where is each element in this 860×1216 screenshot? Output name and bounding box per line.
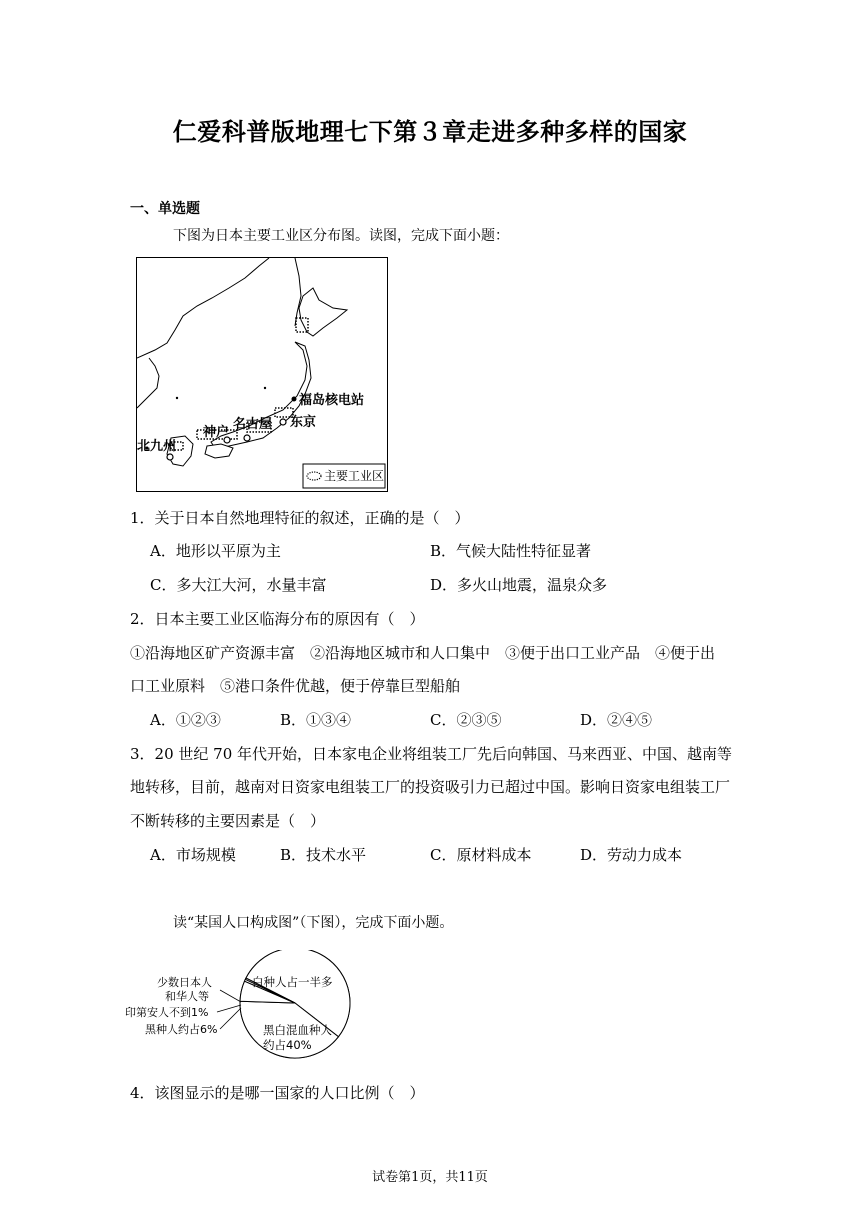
label-black: 黑种人约占6% (145, 1023, 218, 1036)
leader-line (220, 990, 241, 1002)
q1-option-c[interactable]: C．多大江大河，水量丰富 (150, 576, 327, 594)
population-pie-chart (125, 950, 370, 1065)
label-asian-1: 少数日本人 (157, 976, 212, 989)
island (176, 397, 178, 399)
q1-option-d[interactable]: D．多火山地震，温泉众多 (430, 576, 608, 594)
page-footer: 试卷第1页，共11页 (372, 1170, 488, 1185)
kobe-label: 神户 (203, 425, 230, 440)
q2-option-b[interactable]: B．①③④ (280, 711, 352, 729)
legend-label: 主要工业区 (324, 469, 385, 483)
fukushima-marker (292, 397, 297, 402)
nagoya-label: 名古屋 (233, 417, 273, 432)
q2-option-d[interactable]: D．②④⑤ (580, 711, 653, 729)
label-mixed-2: 约占40% (263, 1038, 312, 1052)
q2-stem: 2．日本主要工业区临海分布的原因有（ ） (130, 610, 425, 628)
korea-peninsula (137, 358, 159, 408)
island (264, 387, 266, 389)
intro-text-1: 下图为日本主要工业区分布图。读图，完成下面小题： (173, 228, 509, 244)
kitakyushu-marker (167, 454, 173, 460)
label-asian-2: 和华人等 (165, 990, 209, 1003)
q3-option-b[interactable]: B．技术水平 (280, 846, 367, 864)
japan-map-svg (137, 258, 387, 491)
q3-option-d[interactable]: D．劳动力成本 (580, 846, 683, 864)
fukushima-label: 福岛核电站 (299, 393, 365, 408)
q3-option-c[interactable]: C．原材料成本 (430, 846, 532, 864)
section-heading: 一、单选题 (130, 201, 200, 217)
leader-line (217, 1005, 241, 1012)
nagoya-marker (244, 435, 250, 441)
label-white: 白种人占一半多 (252, 975, 333, 989)
shikoku (205, 444, 233, 458)
q1-stem: 1．关于日本自然地理特征的叙述，正确的是（ ） (130, 509, 470, 527)
intro-text-2: 读“某国人口构成图”（下图），完成下面小题。 (173, 915, 454, 931)
q2-line-2: 口工业原料 ⑤港口条件优越，便于停靠巨型船舶 (130, 677, 461, 695)
tokyo-label: 东京 (290, 415, 317, 430)
label-mixed-1: 黑白混血种人 (263, 1023, 332, 1037)
tokyo-marker (280, 419, 286, 425)
q1-option-b[interactable]: B．气候大陆性特征显著 (430, 542, 592, 560)
korea-coastline (137, 258, 269, 358)
q4-stem: 4．该图显示的是哪一国家的人口比例（ ） (130, 1084, 425, 1102)
q3-line-2: 地转移，目前，越南对日资家电组装工厂的投资吸引力已超过中国。影响日资家电组装工厂 (130, 778, 731, 796)
page-title: 仁爱科普版地理七下第３章走进多种多样的国家 (172, 117, 688, 146)
leader-line (220, 1008, 241, 1029)
kitakyushu-label: 北九州 (137, 439, 177, 454)
hokkaido (299, 288, 347, 336)
q3-line-1: 3．20 世纪 70 年代开始，日本家电企业将组装工厂先后向韩国、马来西亚、中国、越南等 (130, 745, 733, 763)
q3-option-a[interactable]: A．市场规模 (150, 846, 236, 864)
q2-option-c[interactable]: C．②③⑤ (430, 711, 502, 729)
q1-option-a[interactable]: A．地形以平原为主 (150, 542, 281, 560)
label-indian: 印第安人不到1% (125, 1006, 209, 1019)
japan-industrial-map (136, 257, 388, 492)
q3-line-3: 不断转移的主要因素是（ ） (130, 812, 326, 830)
q2-option-a[interactable]: A．①②③ (150, 711, 221, 729)
pie-leaders (217, 990, 241, 1029)
q2-line-1: ①沿海地区矿产资源丰富 ②沿海地区城市和人口集中 ③便于出口工业产品 ④便于出 (130, 644, 716, 662)
